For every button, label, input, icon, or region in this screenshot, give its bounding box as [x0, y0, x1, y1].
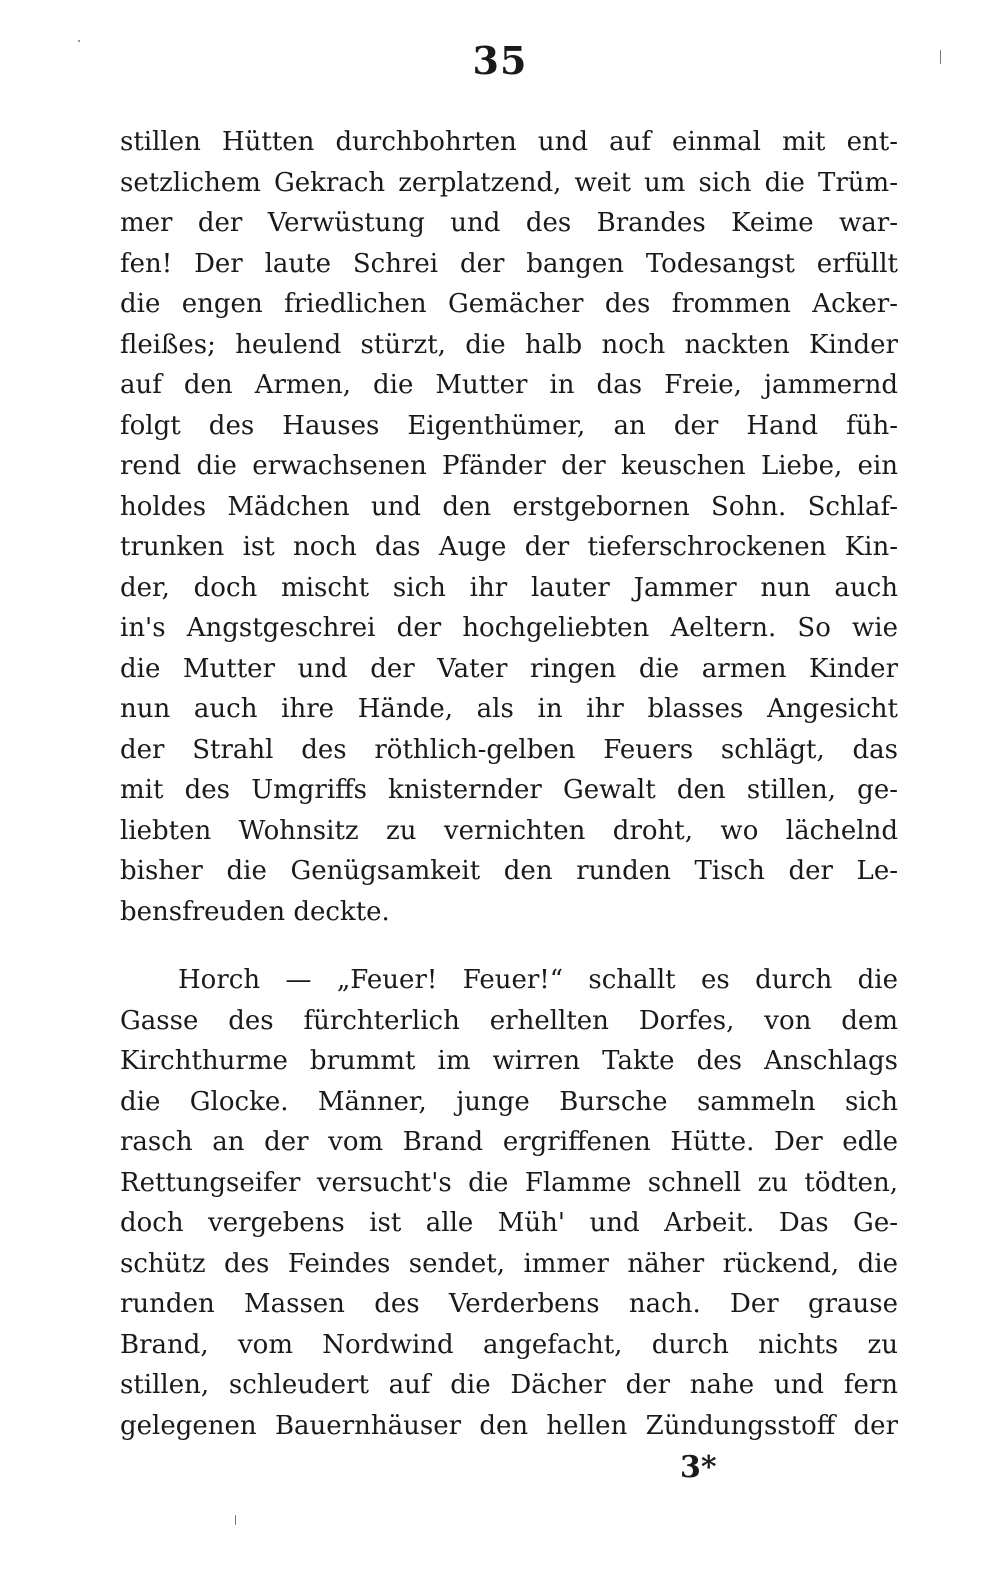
text-line: folgt des Hauses Eigenthümer, an der Hand füh-	[120, 410, 898, 441]
paper-speck	[940, 50, 941, 64]
text-line: Kirchthurme brummt im wirren Takte des Anschlags	[120, 1046, 898, 1076]
text-line: liebten Wohnsitz zu vernichten droht, wo lächelnd	[120, 815, 898, 846]
paper-speck	[78, 40, 80, 42]
text-line: der Strahl des röthlich-gelben Feuers schlägt, das	[120, 734, 898, 765]
text-line: stillen, schleudert auf die Dächer der nahe und fern	[120, 1370, 898, 1400]
text-line: rend die erwachsenen Pfänder der keuschen Liebe, ein	[120, 451, 898, 481]
text-line: doch vergebens ist alle Müh' und Arbeit. Das Ge-	[120, 1208, 898, 1238]
text-line: die Glocke. Männer, junge Bursche sammeln sich	[120, 1086, 898, 1117]
text-line: setzlichem Gekrach zerplatzend, weit um sich die Trüm-	[120, 167, 898, 198]
paragraph-2	[120, 960, 898, 1446]
text-line: bensfreuden deckte.	[120, 896, 390, 927]
paper-speck	[235, 1515, 236, 1525]
text-line: trunken ist noch das Auge der tieferschrockenen Kin-	[120, 532, 898, 562]
text-line: mit des Umgriffs knisternder Gewalt den stillen, ge-	[120, 775, 898, 805]
text-line: stillen Hütten durchbohrten und auf einmal mit ent-	[120, 127, 898, 157]
text-line: fen! Der laute Schrei der bangen Todesangst erfüllt	[120, 248, 898, 279]
text-line: gelegenen Bauernhäuser den hellen Zündungsstoff der	[120, 1410, 898, 1441]
text-line: mer der Verwüstung und des Brandes Keime war-	[120, 208, 898, 238]
text-line: holdes Mädchen und den erstgebornen Sohn. Schlaf-	[120, 491, 898, 522]
text-line: Rettungseifer versucht's die Flamme schnell zu tödten,	[120, 1167, 898, 1198]
text-line: Gasse des fürchterlich erhellten Dorfes, von dem	[120, 1005, 898, 1036]
text-line: die engen friedlichen Gemächer des frommen Acker-	[120, 289, 898, 319]
text-line: auf den Armen, die Mutter in das Freie, jammernd	[120, 370, 898, 400]
text-line: die Mutter und der Vater ringen die armen Kinder	[120, 653, 898, 684]
page-number: 35	[472, 38, 528, 83]
text-line: runden Massen des Verderbens nach. Der grause	[120, 1289, 898, 1319]
signature-mark: 3*	[680, 1450, 717, 1485]
text-line: in's Angstgeschrei der hochgeliebten Aeltern. So wie	[120, 613, 898, 643]
paragraph-1	[120, 122, 898, 932]
text-line: Horch — „Feuer! Feuer!“ schallt es durch die	[178, 965, 898, 995]
text-line: rasch an der vom Brand ergriffenen Hütte. Der edle	[120, 1127, 898, 1157]
text-line: der, doch mischt sich ihr lauter Jammer nun auch	[120, 572, 898, 603]
text-line: schütz des Feindes sendet, immer näher rückend, die	[120, 1248, 898, 1279]
text-line: nun auch ihre Hände, als in ihr blasses Angesicht	[120, 694, 898, 724]
text-line: bisher die Genügsamkeit den runden Tisch der Le-	[120, 856, 898, 886]
text-line: Brand, vom Nordwind angefacht, durch nichts zu	[120, 1329, 898, 1360]
text-line: fleißes; heulend stürzt, die halb noch nackten Kinder	[120, 329, 898, 360]
